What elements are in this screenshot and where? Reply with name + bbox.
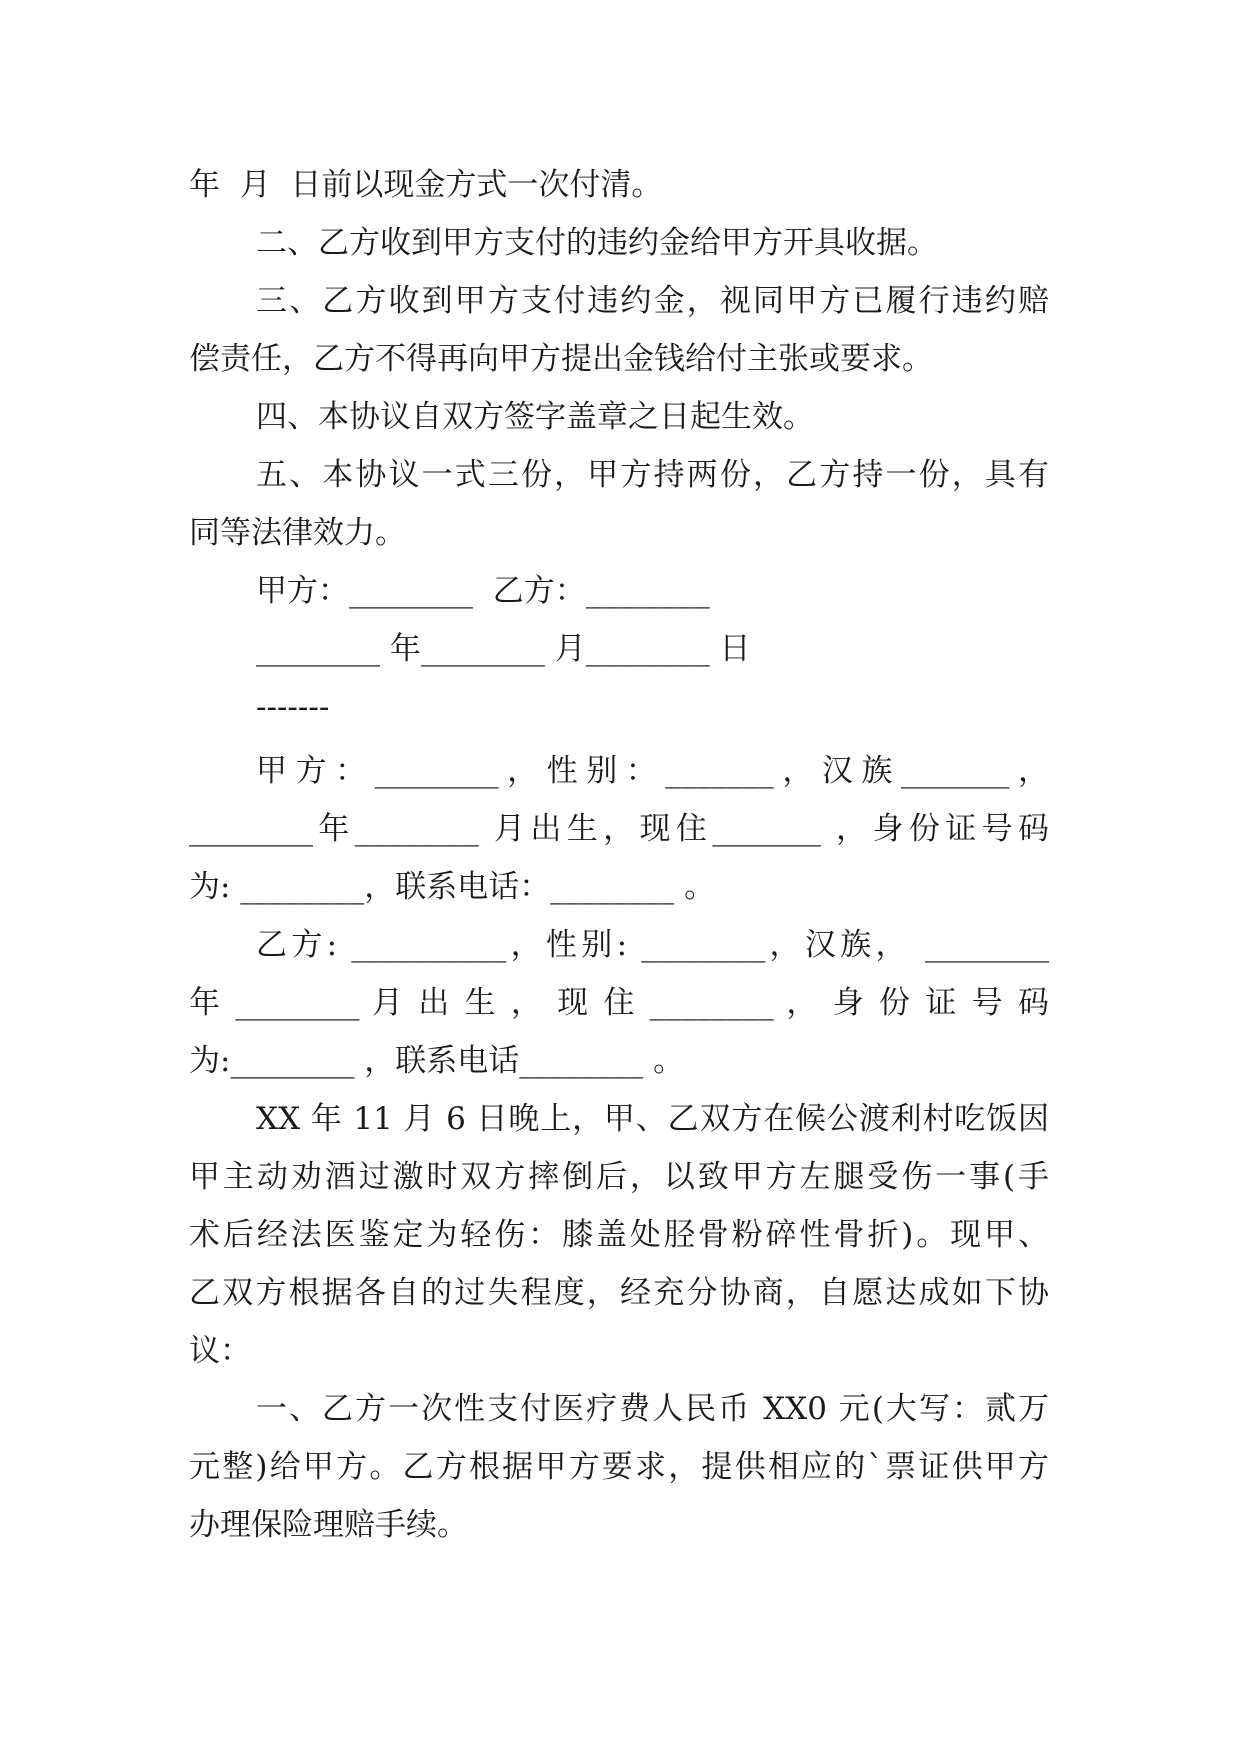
text-line: 一、乙方一次性支付医疗费人民币 XX0 元(大写：贰万 <box>256 1391 1049 1427</box>
text-line: 四、本协议自双方签字盖章之日起生效。 <box>256 399 814 435</box>
party-b-info: 为:________ ，联系电话________ 。 <box>189 1043 685 1079</box>
party-a-info: 为: ________，联系电话：________ 。 <box>189 869 716 905</box>
text-line: 甲主动劝酒过激时双方摔倒后，以致甲方左腿受伤一事(手 <box>189 1159 1049 1195</box>
text-line: 术后经法医鉴定为轻伤：膝盖处胫骨粉碎性骨折)。现甲、 <box>189 1217 1049 1253</box>
text-line: 办理保险理赔手续。 <box>189 1507 468 1543</box>
date-line: ________ 年________ 月________ 日 <box>256 631 751 667</box>
text-line: 二、乙方收到甲方支付的违约金给甲方开具收据。 <box>256 225 938 261</box>
text-line: XX 年 11 月 6 日晚上，甲、乙双方在候公渡利村吃饭因 <box>256 1101 1049 1137</box>
text-line: 年 月 日前以现金方式一次付清。 <box>189 167 663 203</box>
text-line: 偿责任，乙方不得再向甲方提出金钱给付主张或要求。 <box>189 341 933 377</box>
party-b-info: 乙方: __________，性别: ________，汉族， ________ <box>256 927 1049 963</box>
text-line: 同等法律效力。 <box>189 515 406 551</box>
party-a-info: ________年________ 月出生，现住_______ ，身份证号码 <box>189 811 1049 847</box>
text-line: 五、本协议一式三份，甲方持两份，乙方持一份，具有 <box>256 457 1049 493</box>
separator-line: ------- <box>256 689 330 725</box>
party-a-info: 甲方：________，性别：_______，汉族_______， <box>256 753 1049 789</box>
text-line: 三、乙方收到甲方支付违约金，视同甲方已履行违约赔 <box>256 283 1049 319</box>
text-line: 乙双方根据各自的过失程度，经充分协商，自愿达成如下协 <box>189 1275 1049 1311</box>
party-b-info: 年 ________ 月 出 生 ， 现 住 ________ ， 身 份 证 号 码 <box>189 985 1049 1021</box>
text-line: 议： <box>189 1333 251 1369</box>
signature-line: 甲方：________ 乙方：________ <box>256 573 710 609</box>
text-line: 元整)给甲方。乙方根据甲方要求，提供相应的`票证供甲方 <box>189 1449 1049 1485</box>
